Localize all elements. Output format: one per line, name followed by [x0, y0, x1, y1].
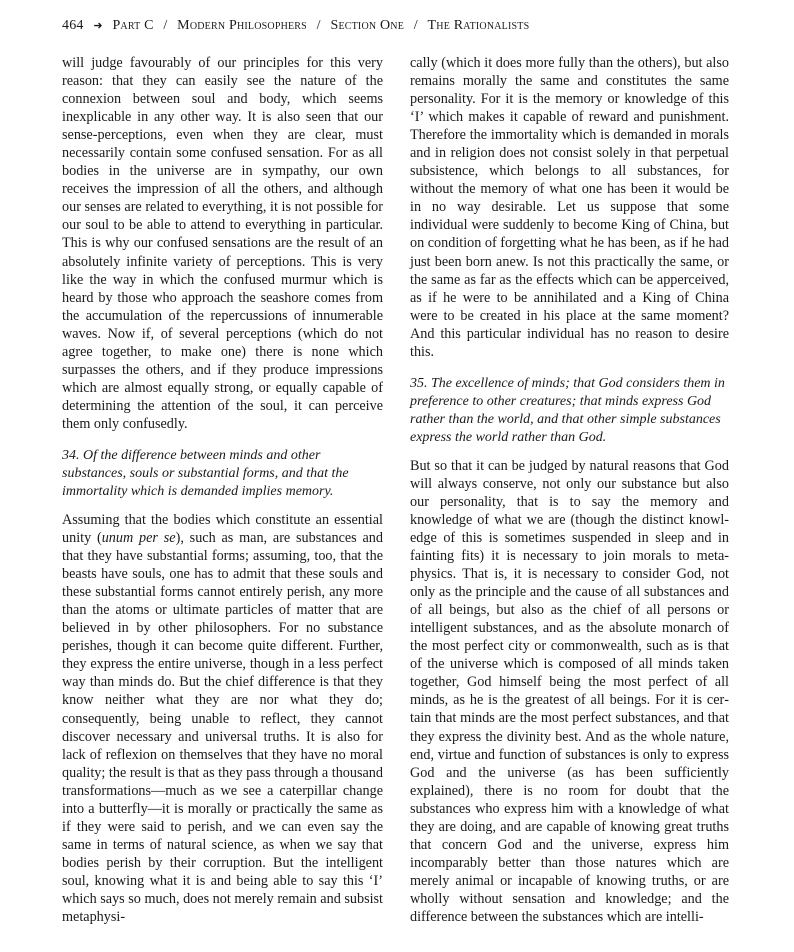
running-head	[62, 18, 742, 34]
section-label: Section One	[330, 18, 405, 33]
separator: /	[316, 18, 321, 33]
chapter-title: The Rationalists	[427, 18, 530, 33]
section-heading-34: 34. Of the difference between minds and other substances, souls or substantial forms, and that the immortality which is demanded implies memory.	[62, 447, 349, 499]
paragraph-text: ), such as man, are substances and that they have substantial forms; assuming, too, that the beasts have souls, one has to admit that these souls and these substantial forms cannot entirely perish, any more than the atoms or ultimate particles of matter that are believed in by other philosophers. For no substance perishes, though it can become quite different. Further, they express the entire universe, though in a less perfect way than minds do. But the chief difference is that they know neither what they are nor what they do; consequently, being unable to reflect, they cannot discover necessary and universal truths. It is also for lack of reflexion on themselves that they have no moral quality; the result is that as they pass through a thousand transformations—much as we see a caterpillar change into a butterfly—it is morally or practically the same as if they were said to perish, and we can even say the same in terms of natural science, as when we say that bodies perish by their corruption. But the intelligent soul, knowing what it is and being able to say this ‘I’ which says so much, does not merely remain and subsist metaphysi-	[62, 530, 383, 926]
latin-phrase: unum per se	[101, 530, 176, 547]
paragraph: will judge favourably of our principles for this very reason: that they can easily see the nature of the connexion between soul and body, which seems inexplicable in any other way. It is also seen that our sense-perceptions, even when they are clear, must necessarily contain some confused sensation. For as all bodies in the universe are in sympathy, our own receives the impression of all the others, and although our senses are related to everything, it is not possible for our soul to be able to attend to everything in particular. This is why our confused sensations are the result of an absolutely infinite variety of perceptions. This is very like the way in which the confused murmur which is heard by those who approach the seashore comes from the accumulation of the repercussions of innumerable waves. Now if, of several perceptions (which do not agree together, to make one) there is none which surpasses the others, and if they produce impressions which are almost equally strong, or equally capable of determining the attention of the soul, it can perceive them only confusedly.	[62, 55, 383, 432]
arrow-icon: ➜	[93, 20, 103, 32]
left-column	[62, 54, 383, 926]
separator: /	[413, 18, 418, 33]
book-title: Modern Philosophers	[177, 18, 307, 33]
right-column	[410, 54, 729, 926]
paragraph: But so that it can be judged by natural reasons that God will always conserve, not only our substance but also our personality, that is to say the memory and knowledge of what we are (though the distinct knowledge of this is sometimes suspended in sleep and in fainting fits) it is necessary to join morals to metaphysics. That is, it is necessary to consider God, not only as the principle and the cause of all substances and of all beings, but also as the chief of all persons or intelligent substances, and as the absolute monarch of the most perfect city or commonwealth, such as is that of the universe which is composed of all minds taken together, God himself being the most perfect of all minds, as he is the greatest of all beings. For it is certain that minds are the most perfect substances, and that they express the divinity best. And as the whole nature, end, virtue and function of substances is only to express God and the universe (as has been sufficiently explained), there is no room for doubt that the substances who express him with a knowledge of what they are doing, and are capable of knowing great truths that concern God and the universe, express him incomparably better than those natures which are merely animal or incapable of knowing truths, or are wholly without sensation and knowledge; and the difference between the substances which are intelli-	[410, 457, 729, 925]
separator: /	[163, 18, 168, 33]
paragraph: cally (which it does more fully than the others), but also remains morally the same and constitutes the same personality. For it is the memory or knowledge of this ‘I’ which makes it capable of reward and punishment. Therefore the immortality which is demanded in morals and in religion does not consist solely in that perpetual subsistence, which belongs to all substances, for without the memory of what one has been it would be in no way desirable. Let us suppose that some individual were suddenly to become King of China, but on condition of forgetting what he has been, as if he had just been born anew. Is not this practically the same, or the same as far as the effects which can be apperceived, as if he were to be annihilated and a King of China were to be created in his place at the same moment? And this particular individual has no reason to desire this.	[410, 55, 729, 360]
part-label: Part C	[112, 18, 154, 33]
page-number: 464	[62, 18, 84, 33]
paragraph	[62, 511, 383, 926]
section-heading-35: 35. The excellence of minds; that God considers them in preference to other creatures; that minds express God rather than the world, and that other simple substances express the world rather than God.	[410, 375, 725, 445]
paragraph-text: Assuming that the bodies which constitute an essential unity (	[62, 511, 383, 547]
